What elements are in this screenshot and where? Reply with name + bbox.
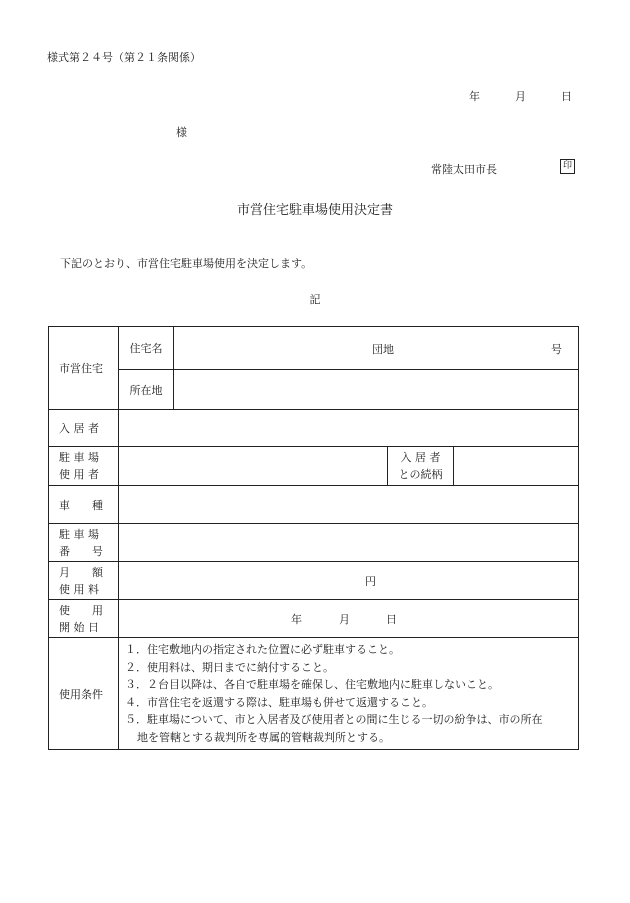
conditions-label: 使用条件 xyxy=(49,638,119,750)
parking-number-field xyxy=(119,524,579,562)
condition-item: ４．市営住宅を返還する際は、駐車場も併せて返還すること。 xyxy=(125,695,433,709)
seal-mark: 印 xyxy=(560,159,575,174)
monthly-fee-field xyxy=(119,562,579,600)
condition-item-continued: 地を管轄とする裁判所を専属的管轄裁判所とする。 xyxy=(137,730,390,744)
housing-name-field xyxy=(174,327,579,370)
date-year-label: 年 xyxy=(469,90,480,103)
intro-text: 下記のとおり、市営住宅駐車場使用を決定します。 xyxy=(60,257,313,270)
car-type-field xyxy=(119,486,579,524)
condition-item: ３．２台目以降は、各自で駐車場を確保し、住宅敷地内に駐車しないこと。 xyxy=(125,678,499,691)
danchi-label: 団地 xyxy=(372,343,394,356)
conditions-list xyxy=(119,638,579,750)
parking-user-field xyxy=(119,447,388,486)
relation-label: 入 居 者 との続柄 xyxy=(388,447,454,486)
issuer-name: 常陸太田市長 xyxy=(431,163,497,176)
resident-field xyxy=(119,410,579,447)
condition-item: ５．駐車場について、市と入居者及び使用者との間に生じる一切の紛争は、市の所在 xyxy=(125,713,543,726)
ki-heading: 記 xyxy=(309,293,321,306)
addressee-suffix: 様 xyxy=(176,126,187,139)
start-day-label: 日 xyxy=(386,613,397,626)
housing-name-label: 住宅名 xyxy=(119,327,174,370)
start-year-label: 年 xyxy=(291,613,302,626)
yen-label: 円 xyxy=(365,575,376,588)
parking-user-label: 駐 車 場 使 用 者 xyxy=(49,447,119,486)
relation-field xyxy=(454,447,579,486)
date-month-label: 月 xyxy=(515,90,526,103)
decision-table xyxy=(48,326,579,750)
form-number: 様式第２４号（第２１条関係） xyxy=(47,51,201,64)
parking-number-label: 駐 車 場 番 号 xyxy=(49,524,119,562)
monthly-fee-label: 月 額 使 用 料 xyxy=(49,562,119,600)
start-date-label: 使 用 開 始 日 xyxy=(49,600,119,638)
start-date-field xyxy=(119,600,579,638)
municipal-housing-label: 市営住宅 xyxy=(49,327,119,410)
condition-item: ２．使用料は、期日までに納付すること。 xyxy=(125,660,334,674)
condition-item: １．住宅敷地内の指定された位置に必ず駐車すること。 xyxy=(125,643,400,656)
document-title: 市営住宅駐車場使用決定書 xyxy=(236,203,393,218)
location-label: 所在地 xyxy=(119,370,174,410)
date-day-label: 日 xyxy=(561,90,572,103)
location-field xyxy=(174,370,579,410)
resident-label: 入 居 者 xyxy=(49,410,119,447)
go-label: 号 xyxy=(551,343,562,356)
car-type-label: 車 種 xyxy=(49,486,119,524)
start-month-label: 月 xyxy=(339,613,350,626)
